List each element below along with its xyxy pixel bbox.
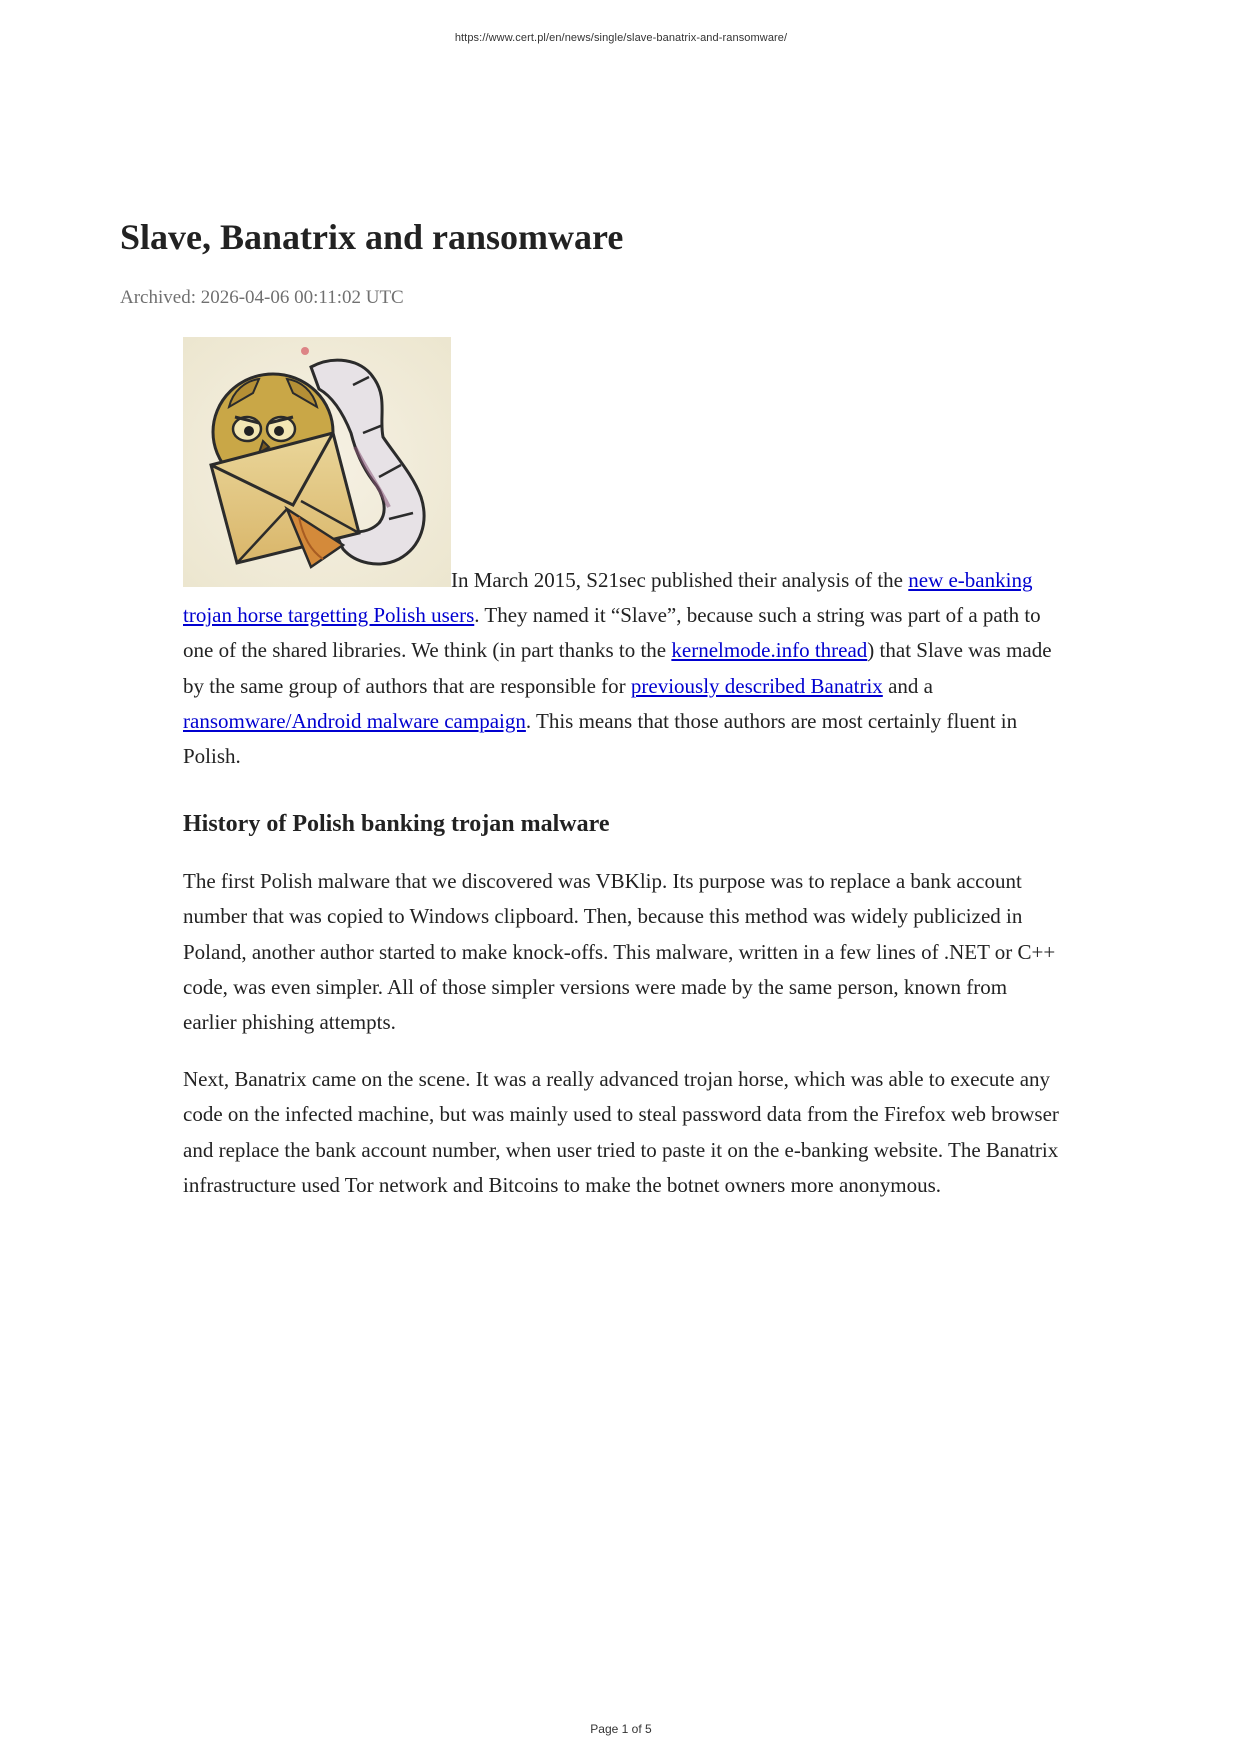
history-paragraph-2: Next, Banatrix came on the scene. It was a really advanced trojan horse, which was able to execute any code on the infected machine, but was mainly used to steal password data from the Firefox web browser and replace the bank account number, when user tried to paste it on the e-banking website. The Banatrix infrastructure used Tor network and Bitcoins to make the botnet owners more anonymous. — [183, 1067, 1059, 1197]
page-url: https://www.cert.pl/en/news/single/slave-banatrix-and-ransomware/ — [454, 32, 788, 44]
page-title: Slave, Banatrix and ransomware — [120, 217, 624, 257]
page-number: Page 1 of 5 — [590, 1722, 652, 1736]
intro-paragraph: In March 2015, S21sec published their analysis of the new e-banking trojan horse targetting Polish users. They named it “Slave”, because such a string was part of a path to one of the shared libraries. We think (in part thanks to the kernelmode.info thread) that Slave was made by the same group of authors that are responsible for previously described Banatrix and a ransomware/Android malware campaign. This means that those authors are most certainly fluent in Polish. — [183, 337, 1063, 774]
section-heading: History of Polish banking trojan malware — [183, 811, 610, 838]
link-new-e-banking-trojan[interactable]: new e-banking trojan horse targetting Polish users — [183, 568, 1033, 628]
link-ransomware-android-campaign[interactable]: ransomware/Android malware campaign — [183, 708, 526, 733]
link-kernelmode-thread[interactable]: kernelmode.info thread — [671, 638, 868, 663]
owl-envelope-icon — [183, 337, 451, 587]
link-previously-described-banatrix[interactable]: previously described Banatrix — [630, 673, 883, 698]
history-paragraph-1: The first Polish malware that we discovered was VBKlip. Its purpose was to replace a bank account number that was copied to Windows clipboard. Then, because this method was widely publicized in Poland, another author started to make knock-offs. This malware, written in a few lines of .NET or C++ code, was even simpler. All of those simpler versions were made by the same person, known from earlier phishing attempts. — [183, 869, 1056, 1035]
archived-timestamp: Archived: 2026-04-06 00:11:02 UTC — [120, 287, 404, 308]
article-body — [183, 337, 1063, 1225]
